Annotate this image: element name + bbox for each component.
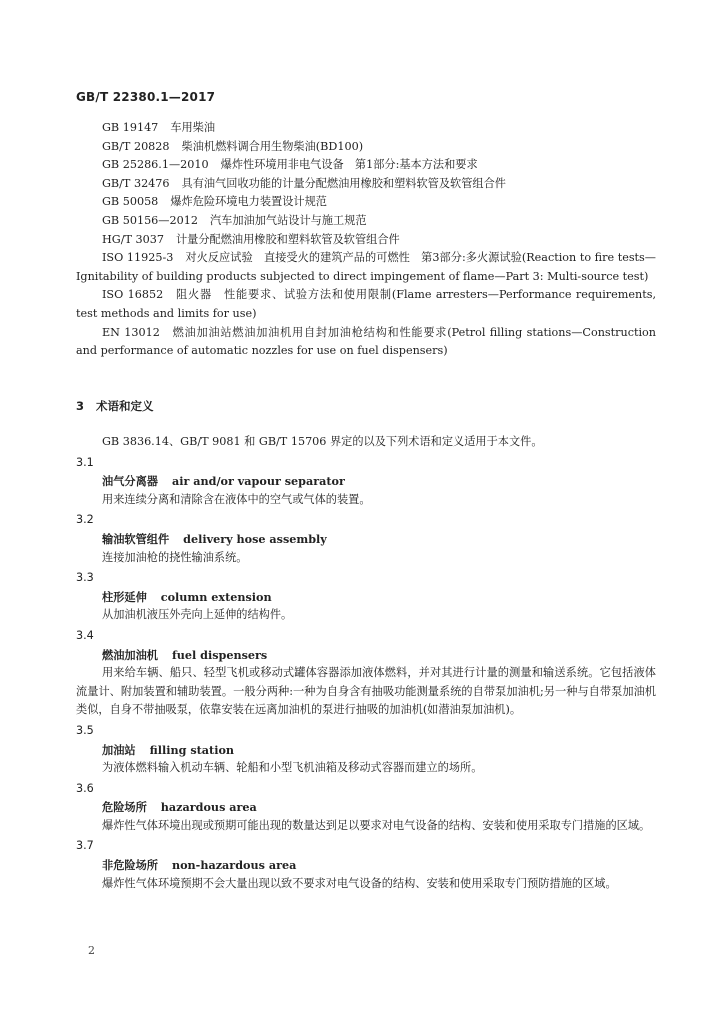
- term-number: 3.5: [76, 723, 94, 737]
- reference-code: ISO 16852: [102, 288, 164, 302]
- reference-item: [76, 231, 656, 250]
- term-definition: 为液体燃料输入机动车辆、轮船和小型飞机油箱及移动式容器而建立的场所。: [102, 761, 483, 775]
- section-number: 3: [76, 399, 85, 413]
- term-definition: 连接加油枪的挠性输油系统。: [102, 550, 248, 564]
- standard-id-header: GB/T 22380.1—2017: [76, 90, 216, 104]
- term-name-en: air and/or vapour separator: [171, 474, 345, 489]
- term-definition: 爆炸性气体环境预期不会大量出现以致不要求对电气设备的结构、安装和使用采取专门预防措施的区域。: [102, 876, 617, 890]
- section-heading: [76, 398, 154, 414]
- term-number: 3.2: [76, 513, 94, 527]
- reference-title: 汽车加油加气站设计与施工规范: [209, 213, 367, 227]
- reference-item: [76, 249, 656, 286]
- reference-code: GB 25286.1—2010: [102, 158, 209, 172]
- term-number: 3.1: [76, 455, 94, 469]
- term-number: 3.6: [76, 781, 94, 795]
- term-name: [76, 798, 656, 817]
- term-name-en: filling station: [149, 742, 235, 757]
- reference-item: [76, 175, 656, 194]
- reference-code: GB/T 20828: [102, 139, 170, 153]
- term-name-zh: 危险场所: [102, 800, 147, 815]
- term-name: [76, 472, 656, 491]
- term-definition: 用来给车辆、船只、轻型飞机或移动式罐体容器添加液体燃料，并对其进行计量的测量和输送系统。它包括液体流量计、附加装置和辅助装置。一般分两种:一种为自身含有抽吸功能测量系统的自带泵加油机;另一种与自带泵加油机类似，自身不带抽吸泵，依靠安装在远离加油机的泵进行抽吸的加油机(如潜油泵加油机)。: [76, 666, 656, 717]
- reference-title: 爆炸危险环境电力装置设计规范: [170, 195, 327, 209]
- normative-references-list: [76, 119, 656, 361]
- term-definition: 用来连续分离和清除含在液体中的空气或气体的装置。: [102, 492, 371, 506]
- reference-title: 爆炸性环境用非电气设备 第1部分:基本方法和要求: [220, 158, 478, 172]
- term-name: [76, 646, 656, 665]
- reference-item: [76, 138, 656, 157]
- term-name-zh: 加油站: [102, 742, 136, 757]
- term-definition: 从加油机液压外壳向上延伸的结构件。: [102, 608, 293, 622]
- reference-code: HG/T 3037: [102, 232, 164, 246]
- reference-code: GB 19147: [102, 121, 159, 134]
- term-name: [76, 856, 656, 875]
- reference-code: GB/T 32476: [102, 176, 170, 190]
- reference-title: 计量分配燃油用橡胶和塑料软管及软管组合件: [175, 232, 400, 246]
- term-name-zh: 非危险场所: [102, 858, 158, 873]
- term-name-en: hazardous area: [160, 800, 257, 815]
- term-definition: 爆炸性气体环境出现或预期可能出现的数量达到足以要求对电气设备的结构、安装和使用采取专门措施的区域。: [102, 818, 651, 832]
- reference-title: 柴油机燃料调合用生物柴油(BD100): [181, 139, 364, 153]
- reference-title: 阻火器 性能要求、试验方法和使用限制(Flame arresters—Performance requirements, test methods and limits for use): [76, 288, 656, 320]
- reference-code: ISO 11925-3: [102, 251, 174, 265]
- reference-code: GB 50058: [102, 195, 159, 209]
- reference-item: [76, 286, 656, 323]
- reference-code: GB 50156—2012: [102, 213, 198, 227]
- term-name-en: delivery hose assembly: [183, 531, 327, 546]
- reference-item: [76, 324, 656, 361]
- reference-item: [76, 212, 656, 231]
- reference-item: [76, 119, 656, 138]
- term-name: [76, 741, 656, 760]
- term-name-en: non-hazardous area: [171, 858, 297, 873]
- reference-title: 车用柴油: [170, 121, 216, 134]
- reference-item: [76, 156, 656, 175]
- page-number: 2: [88, 944, 95, 957]
- term-name-en: fuel dispensers: [171, 647, 268, 662]
- section-title: 术语和定义: [96, 399, 154, 413]
- term-name-en: column extension: [160, 589, 272, 604]
- reference-title: 燃油加油站燃油加油机用自封加油枪结构和性能要求(Petrol filling stations—Construction and performance of automatic nozzles for use on fuel dispensers): [76, 325, 656, 358]
- term-name-zh: 油气分离器: [102, 474, 158, 489]
- section-intro: GB 3836.14、GB/T 9081 和 GB/T 15706 界定的以及下列术语和定义适用于本文件。: [102, 435, 543, 448]
- reference-title: 具有油气回收功能的计量分配燃油用橡胶和塑料软管及软管组合件: [181, 176, 506, 190]
- reference-item: [76, 193, 656, 212]
- terms-list: [76, 433, 656, 895]
- term-number: 3.3: [76, 571, 94, 585]
- term-name-zh: 燃油加油机: [102, 647, 158, 662]
- term-name-zh: 输油软管组件: [102, 531, 170, 546]
- term-name: [76, 530, 656, 549]
- term-name: [76, 588, 656, 607]
- term-name-zh: 柱形延伸: [102, 589, 147, 604]
- reference-title: 对火反应试验 直接受火的建筑产品的可燃性 第3部分:多火源试验(Reaction to fire tests—Ignitability of building products subjected to direct impingement of flame—Part 3: Multi-source test): [76, 251, 656, 283]
- term-number: 3.4: [76, 628, 94, 642]
- term-number: 3.7: [76, 839, 94, 853]
- reference-code: EN 13012: [102, 325, 160, 339]
